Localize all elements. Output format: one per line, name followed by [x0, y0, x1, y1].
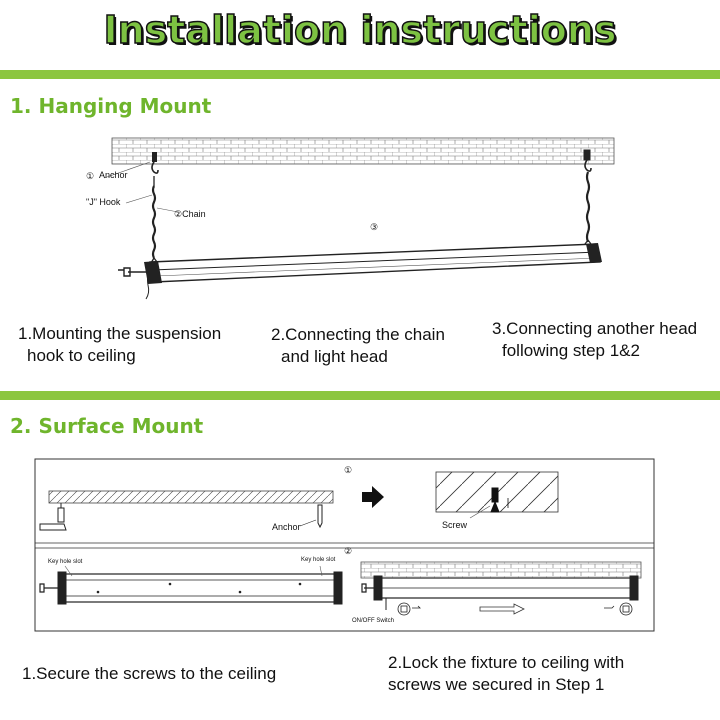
keyhole-slot-left-label: Key hole slot [48, 559, 83, 565]
hanging-step-1-line2: hook to ceiling [27, 346, 136, 365]
lock-icon-left [398, 603, 420, 615]
hanging-step-3-line1: 3.Connecting another head [492, 319, 698, 338]
screw-label: Screw [442, 520, 468, 530]
surface-mount-heading: 2. Surface Mount [10, 414, 204, 438]
anchor-label: Anchor [99, 170, 128, 180]
surface-step2-number: ② [344, 546, 353, 556]
surface-step-1: 1.Secure the screws to the ceiling [22, 664, 277, 683]
ceiling-slab [49, 491, 333, 503]
hanging-step-3-line2: following step 1&2 [502, 341, 640, 360]
surface-step-2 [388, 652, 678, 696]
surface-step-2-line1: 2.Lock the fixture to ceiling with [388, 653, 625, 672]
on-off-switch-label: ON/OFF Switch [352, 618, 395, 624]
anchor-number: ① [86, 171, 95, 181]
hanging-mount-heading: 1. Hanging Mount [10, 94, 212, 118]
hanging-step-2-line2: and light head [281, 347, 388, 366]
surface-anchor-label: Anchor [272, 522, 301, 532]
surface-step1-number: ① [344, 465, 353, 475]
slide-arrow [480, 604, 524, 614]
j-hook-label: "J" Hook [86, 197, 121, 207]
lock-icon-right [604, 603, 632, 615]
surface-fixture-left [40, 572, 342, 604]
step-arrow [362, 486, 384, 508]
page-title: Installation instructions [103, 8, 617, 52]
surface-ceiling-brick [361, 562, 641, 578]
surface-step-2-line2: screws we secured in Step 1 [388, 675, 605, 694]
keyhole-slot-right-label: Key hole slot [301, 557, 336, 563]
hanging-step-2-line1: 2.Connecting the chain [271, 325, 445, 344]
chain-label: ②Chain [174, 209, 206, 219]
surface-frame [35, 459, 654, 631]
drill [40, 503, 66, 530]
hanging-step-1-line1: 1.Mounting the suspension [18, 324, 222, 343]
surface-anchor [300, 505, 322, 527]
step3-number: ③ [370, 222, 379, 232]
